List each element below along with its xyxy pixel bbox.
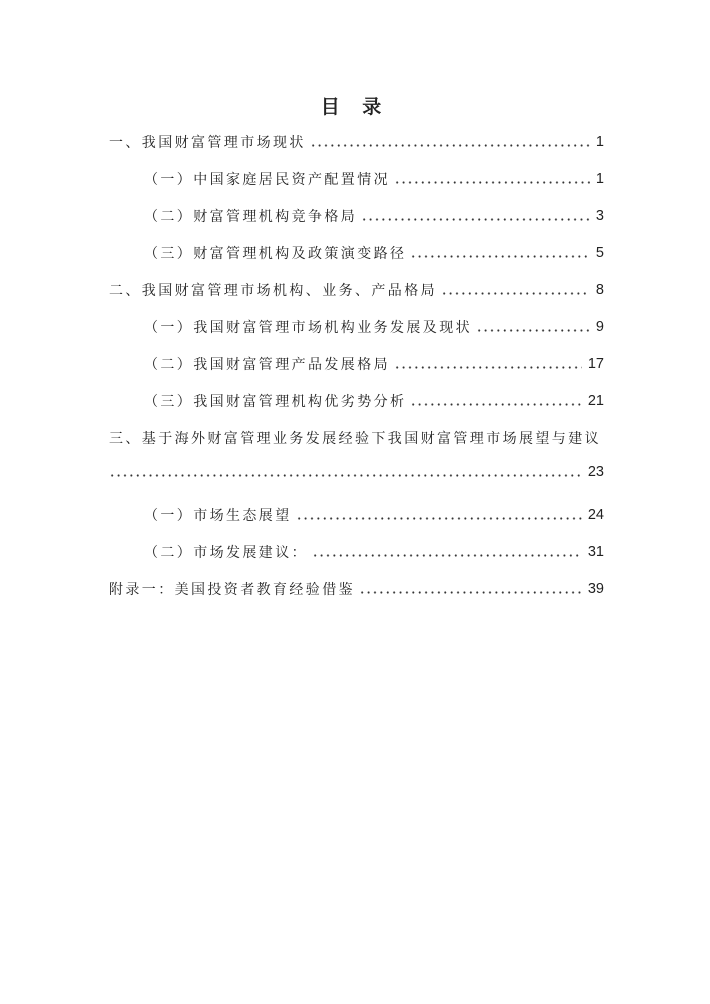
toc-entry[interactable] — [0, 128, 710, 156]
toc-entry-label: （三）财富管理机构及政策演变路径 — [144, 246, 407, 262]
toc-dot-leader — [410, 255, 590, 258]
toc-entry-page: 8 — [595, 282, 604, 298]
toc-dot-leader — [109, 474, 582, 477]
toc-entry[interactable] — [0, 350, 710, 378]
toc-title: 目 录 — [320, 96, 390, 118]
toc-entry-label: （三）我国财富管理机构优劣势分析 — [144, 394, 407, 410]
toc-entry-label: （一）我国财富管理市场机构业务发展及现状 — [144, 320, 472, 336]
toc-dot-leader — [310, 144, 590, 147]
toc-entry-label: （二）市场发展建议： — [144, 545, 308, 561]
toc-entry-page: 21 — [587, 393, 604, 409]
toc-entry-label: （二）我国财富管理产品发展格局 — [144, 357, 390, 373]
toc-dot-leader — [441, 292, 590, 295]
toc-entry[interactable] — [0, 424, 710, 490]
toc-entry-label: 三、基于海外财富管理业务发展经验下我国财富管理市场展望与建议 — [109, 431, 601, 447]
toc-entry[interactable] — [0, 202, 710, 230]
toc-dot-leader — [296, 517, 582, 520]
toc-entry-label: （一）中国家庭居民资产配置情况 — [144, 172, 390, 188]
toc-entry-page: 9 — [595, 319, 604, 335]
toc-entry[interactable] — [0, 538, 710, 566]
toc-entry[interactable] — [0, 387, 710, 415]
toc-dot-leader — [394, 366, 582, 369]
toc-dot-leader — [359, 591, 582, 594]
toc-entry[interactable] — [0, 575, 710, 603]
toc-dot-leader — [312, 554, 582, 557]
toc-entry-label: 附录一：美国投资者教育经验借鉴 — [109, 582, 355, 598]
toc-entry-page: 3 — [595, 208, 604, 224]
toc-dot-leader — [410, 403, 581, 406]
toc-dot-leader — [361, 218, 590, 221]
toc-entry-page: 1 — [595, 134, 604, 150]
toc-entry-page: 17 — [587, 356, 604, 372]
toc-entry-page: 23 — [587, 464, 604, 480]
toc-entry-label: （一）市场生态展望 — [144, 508, 292, 524]
toc-entry[interactable] — [0, 313, 710, 341]
toc-entry[interactable] — [0, 165, 710, 193]
toc-dot-leader — [394, 181, 590, 184]
toc-entry-page: 5 — [595, 245, 604, 261]
toc-entry-label: 二、我国财富管理市场机构、业务、产品格局 — [109, 283, 437, 299]
toc-entry-page: 31 — [587, 544, 604, 560]
toc-entry[interactable] — [0, 501, 710, 529]
toc-entry-page: 1 — [595, 171, 604, 187]
toc-entry[interactable] — [0, 276, 710, 304]
toc-entry[interactable] — [0, 239, 710, 267]
toc-entry-page: 24 — [587, 507, 604, 523]
toc-entry-label: 一、我国财富管理市场现状 — [109, 135, 306, 151]
toc-entry-page: 39 — [587, 581, 604, 597]
toc-entry-label: （二）财富管理机构竞争格局 — [144, 209, 358, 225]
toc-dot-leader — [476, 329, 590, 332]
